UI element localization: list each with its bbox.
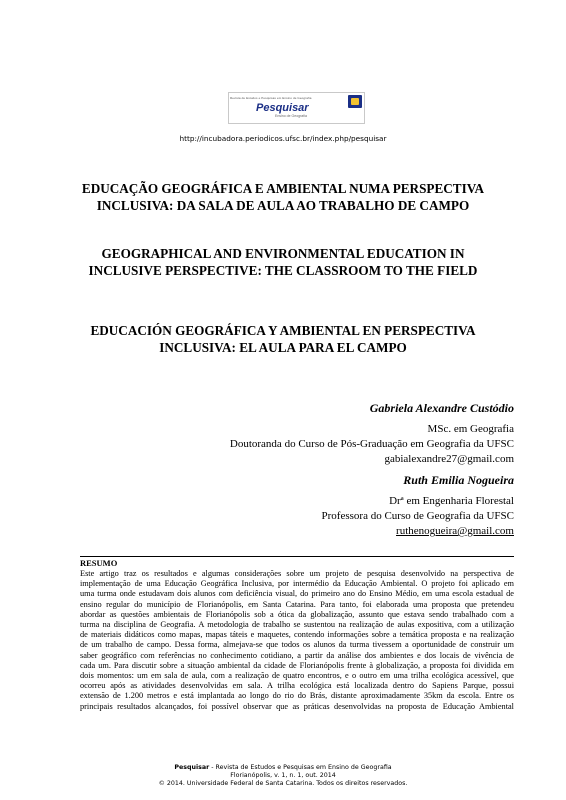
author-2 bbox=[322, 473, 514, 539]
title-en-line: INCLUSIVE PERSPECTIVE: THE CLASSROOM TO THE FIELD bbox=[88, 263, 478, 278]
author-name: Gabriela Alexandre Custódio bbox=[369, 401, 514, 415]
author-degree: Drª em Engenharia Florestal bbox=[389, 495, 514, 507]
logo-small-text: Revista de Estudos e Pesquisas em Ensino de Geografia bbox=[230, 96, 312, 100]
abstract-line: Este artigo traz os resultados e algumas considerações sobre um projeto de pesquisa desenvolvido na perspectiva de bbox=[80, 569, 514, 578]
abstract-body bbox=[80, 569, 514, 712]
title-pt-line: EDUCAÇÃO GEOGRÁFICA E AMBIENTAL NUMA PERSPECTIVA bbox=[81, 181, 485, 196]
university-seal-icon bbox=[348, 95, 362, 108]
author-email[interactable]: gabialexandre27@gmail.com bbox=[384, 453, 514, 465]
abstract-line: de um trabalho de campo. Dessa forma, almejava-se que todos os alunos da turma tivessem a oportunidade de construir um bbox=[80, 640, 514, 650]
abstract-line: ensino regular do município de Florianópolis, em Santa Catarina. Para tanto, foi elaborada uma proposta que pretendeu bbox=[80, 599, 514, 609]
title-english bbox=[40, 245, 526, 279]
abstract-line: de materiais didáticos como mapas, mapas táteis e maquetes, contendo informações sobre a temática proposta e na realização bbox=[80, 630, 514, 640]
abstract-line: saber geográfico com referências no conhecimento cotidiano, a partir da análise dos ambientes e dos locais de vivência de bbox=[80, 650, 514, 660]
abstract-line: turma na disciplina de Geografia. A metodologia de trabalho se sustentou na realização de aulas expositiva, com a utilização bbox=[80, 620, 514, 630]
footer-volume: Florianópolis, v. 1, n. 1, out. 2014 bbox=[230, 772, 336, 779]
author-degree: MSc. em Geografia bbox=[427, 423, 514, 435]
author-1 bbox=[230, 401, 514, 467]
author-affiliation: Doutoranda do Curso de Pós-Graduação em Geografia da UFSC bbox=[229, 438, 514, 450]
abstract-line: ocorreu após as atividades desenvolvidas em sala. A trilha ecológica está localizada dentro do Sapiens Parque, possui bbox=[80, 681, 514, 691]
journal-url[interactable]: http://incubadora.periodicos.ufsc.br/index.php/pesquisar bbox=[179, 134, 387, 143]
author-name: Ruth Emilia Nogueira bbox=[403, 473, 514, 487]
title-portuguese bbox=[40, 180, 526, 214]
author-email-link[interactable]: ruthenogueira@gmail.com bbox=[396, 525, 514, 537]
page-footer bbox=[0, 764, 566, 788]
title-es-line: INCLUSIVA: EL AULA PARA EL CAMPO bbox=[159, 340, 407, 355]
title-pt-line: INCLUSIVA: DA SALA DE AULA AO TRABALHO DE CAMPO bbox=[96, 198, 470, 213]
journal-logo bbox=[228, 92, 365, 124]
title-en-line: GEOGRAPHICAL AND ENVIRONMENTAL EDUCATION IN bbox=[101, 246, 465, 261]
author-affiliation: Professora do Curso de Geografia da UFSC bbox=[321, 510, 514, 522]
abstract-line: uma turma onde estudavam dois alunos com deficiência visual, do primeiro ano do Ensino Médio, em uma escola estadual de bbox=[80, 589, 514, 599]
title-spanish bbox=[40, 322, 526, 356]
abstract-line: cada um. Para discutir sobre a situação ambiental da cidade de Florianópolis frente à globalização, a proposta foi dividida em bbox=[80, 660, 514, 670]
abstract-line: principais resultados alcançados, foi possível observar que as práticas desenvolvidas na proposta de Educação Ambiental bbox=[80, 701, 514, 711]
abstract-line: abordar as questões ambientais de Florianópolis sob a ótica da globalização, assunto que estava sendo trabalhado com a bbox=[80, 609, 514, 619]
footer-journal-desc: - Revista de Estudos e Pesquisas em Ensino de Geografia bbox=[209, 764, 392, 771]
footer-copyright: © 2014. Universidade Federal de Santa Catarina. Todos os direitos reservados. bbox=[158, 780, 408, 787]
footer-journal-line bbox=[0, 764, 566, 772]
section-divider bbox=[80, 556, 514, 557]
logo-wordmark: Pesquisar bbox=[256, 102, 309, 114]
logo-subtext: Ensino de Geografia bbox=[275, 114, 307, 118]
abstract-line: dois momentos: um em sala de aula, com a realização de quatro encontros, e o outro em uma trilha ecológica acessível, que bbox=[80, 671, 514, 681]
abstract-heading: RESUMO bbox=[80, 558, 118, 568]
title-es-line: EDUCACIÓN GEOGRÁFICA Y AMBIENTAL EN PERSPECTIVA bbox=[90, 323, 476, 338]
abstract-line: implementação de uma Educação Geográfica Inclusiva, por intermédio da Educação Ambiental. O projeto foi aplicado em bbox=[80, 579, 514, 589]
abstract-line: extensão de 1.200 metros e está implantada ao longo do rio do Brás, distante aproximadamente 35km da escola. Entre os bbox=[80, 691, 514, 701]
footer-journal-name: Pesquisar bbox=[174, 764, 210, 771]
